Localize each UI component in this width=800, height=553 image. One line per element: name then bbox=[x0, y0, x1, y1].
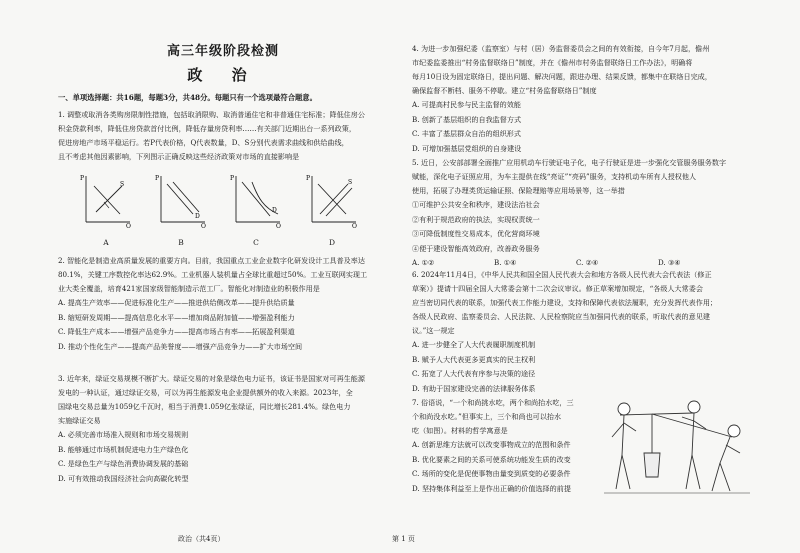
graph-b-plot bbox=[155, 172, 207, 228]
graph-a bbox=[80, 172, 142, 252]
three-monks-illustration bbox=[602, 397, 752, 499]
q5-item-4: ④便于建设智能高效政府，改善政务服务 bbox=[412, 243, 540, 253]
q6-line: 6. 2024年11月4日，《中华人民共和国全国人民代表大会和地方各级人民代表大会代表法（修正 bbox=[412, 270, 712, 279]
exam-subject: 政 治 bbox=[187, 66, 259, 84]
question-7 bbox=[412, 396, 612, 496]
q1-line: 积金贷款利率，降低住房贷款首付比例，降低存量房贷利率……有关部门近期出台一系列政策， bbox=[58, 124, 356, 133]
q3-option-a: A. 必须完善市场准入规则和市场交易规则 bbox=[58, 430, 189, 439]
graph-c-p-label: P bbox=[230, 175, 235, 182]
q3-option-b: B. 能够通过市场机制促进电力生产绿色化 bbox=[58, 444, 189, 454]
q6-line: 草案）》提请十四届全国人大常委会第十二次会议审议。修正草案增加规定，“各级人大常委会 bbox=[412, 284, 703, 293]
q5-line: 5. 近日，公安部部署全面推广应用机动车行驶证电子化，电子行驶证是进一步强化交管服务服务数字 bbox=[412, 158, 727, 167]
q7-option-c: C. 场所的变化是促使事物由量变到质变的必要条件 bbox=[412, 469, 571, 478]
graph-c-label: C bbox=[253, 238, 259, 247]
q1-line: 且不考虑其他因素影响，下列图示正确反映这些经济政策对市场的直接影响是 bbox=[58, 152, 300, 161]
q2-option-a: A. 提高生产效率——促进标准化生产——推进供给侧改革——提升供给质量 bbox=[58, 298, 295, 307]
q5-item-3: ③可降低制度性交易成本，优化营商环境 bbox=[412, 229, 540, 238]
graph-c-plot bbox=[230, 172, 282, 228]
graph-d-plot bbox=[306, 172, 358, 228]
graph-a-q-label: Q bbox=[126, 223, 131, 228]
q4-option-d: D. 可增加强基层党组织的自身建设 bbox=[412, 143, 522, 153]
q7-line: 个和尚没水吃。”但事实上，三个和尚也可以抬水 bbox=[412, 412, 562, 421]
graph-c bbox=[230, 172, 292, 252]
graph-d-label: D bbox=[328, 238, 335, 247]
q7-line: 吃（如图）。材料的哲学寓意是 bbox=[412, 426, 508, 435]
question-4 bbox=[412, 42, 756, 156]
q6-option-a: A. 进一步健全了人大代表履职制度机制 bbox=[412, 340, 536, 349]
q1-graphs bbox=[80, 172, 380, 252]
q4-line: 市纪委监委推出“村务监督联络日”制度，并在《儋州市村务监督联络日工作办法》，明确将 bbox=[412, 58, 693, 67]
q6-option-d: D. 有助于国家建设完善的法律服务体系 bbox=[412, 383, 536, 393]
graph-b-q-label: Q bbox=[201, 223, 206, 228]
footer-page-info: 政治（共4页） bbox=[178, 535, 225, 543]
q6-option-b: B. 赋予人大代表更多更真实的民主权利 bbox=[412, 354, 536, 364]
q3-option-c: C. 是绿色生产与绿色消费协调发展的基础 bbox=[58, 459, 189, 468]
q1-line: 促进房地产市场平稳运行。若P代表价格，Q代表数量，D、S分别代表需求曲线和供给曲线， bbox=[58, 138, 349, 147]
question-2 bbox=[58, 254, 392, 354]
q2-line: 80.1%，关键工序数控化率达62.9%。工业机器人装机量占全球比重超过50%。工业互联网实现工 bbox=[58, 270, 368, 279]
q5-item-2: ②有利于规范政府的执法，实现权责统一 bbox=[412, 214, 540, 224]
q7-line: 7. 俗语说，“一个和尚挑水吃，两个和尚抬水吃，三 bbox=[412, 398, 574, 407]
question-1 bbox=[58, 108, 392, 164]
monks-drawing bbox=[602, 397, 752, 499]
q2-option-c: C. 降低生产成本——增强产品竞争力——提高市场占有率——拓展盈利渠道 bbox=[58, 327, 295, 336]
graph-b-d-label: D bbox=[195, 213, 200, 220]
graph-b bbox=[155, 172, 217, 252]
q4-option-b: B. 创新了基层组织的自我监督方式 bbox=[412, 114, 522, 124]
q3-line: 3. 近年来，绿证交易规模不断扩大。绿证交易的对象是绿色电力证书，该证书是国家对可再生能源 bbox=[58, 374, 365, 383]
graph-b-p-label: P bbox=[155, 175, 160, 182]
q5-item-1: ①可维护公共安全和秩序，建设法治社会 bbox=[412, 200, 540, 209]
q5-choice-c: C. ②④ bbox=[576, 258, 599, 267]
q5-choice-b: B. ①④ bbox=[494, 258, 517, 267]
q2-option-d: D. 推动个性化生产——提高产品美誉度——增强产品竞争力——扩大市场空间 bbox=[58, 341, 303, 351]
q2-line: 业大类全覆盖，培育421家国家级智能制造示范工厂。智能化对制造业的积极作用是 bbox=[58, 284, 320, 293]
q5-choice-d: D. ③④ bbox=[658, 258, 681, 267]
graph-d-p-label: P bbox=[306, 175, 311, 182]
q3-line: 发电的一种认证，通过绿证交易，可以为再生能源发电企业提供额外的收入来源。2023年，全 bbox=[58, 388, 353, 397]
q6-line: 各级人民政府、监察委员会、人民法院、人民检察院应当加强同代表的联系，听取代表的意见建 bbox=[412, 312, 710, 321]
graph-d bbox=[306, 172, 368, 252]
q6-option-c: C. 拓宽了人大代表有序参与决策的途径 bbox=[412, 369, 536, 378]
q1-line: 1. 调整或取消各类购房限制性措施，包括取消限购、取消普通住宅和非普通住宅标准；降低住房公 bbox=[58, 110, 365, 119]
section-heading: 一、单项选择题：共16题，每题3分，共48分。每题只有一个选项最符合题意。 bbox=[58, 93, 317, 102]
graph-a-p-label: P bbox=[80, 175, 85, 182]
graph-a-plot bbox=[80, 172, 132, 228]
q2-option-b: B. 缩短研发周期——提高信息化水平——增加商品附加值——增强盈利能力 bbox=[58, 312, 295, 322]
question-6 bbox=[412, 268, 756, 396]
graph-d-q-label: Q bbox=[352, 223, 357, 228]
graph-a-s-label: S bbox=[120, 181, 125, 188]
q6-line: 议。”这一规定 bbox=[412, 326, 455, 335]
q6-line: 应当密切同代表的联系，加强代表工作能力建设，支持和保障代表依法履职，充分发挥代表作用； bbox=[412, 298, 718, 307]
graph-c-q-label: Q bbox=[276, 223, 281, 228]
q4-option-a: A. 可提高村民参与民主监督的效能 bbox=[412, 100, 521, 109]
q3-line: 国绿电交易总量为1059亿千瓦时，相当于消费1.059亿张绿证，同比增长281.4%。绿色电力 bbox=[58, 402, 351, 411]
question-5 bbox=[412, 156, 756, 270]
exam-title: 高三年级阶段检测 bbox=[166, 44, 279, 59]
question-3 bbox=[58, 372, 392, 486]
graph-a-label: A bbox=[103, 238, 109, 247]
q5-choice-a: A. ①② bbox=[412, 258, 435, 267]
q4-line: 每月10日设为固定联络日，提出问题、解决问题，跟进办理、结果反馈，都集中在联络日完成， bbox=[412, 72, 712, 81]
q7-option-a: A. 创新思维方法就可以改变事物成立的范围和条件 bbox=[412, 440, 571, 449]
graph-b-label: B bbox=[178, 238, 184, 247]
footer-page-number: 第 1 页 bbox=[392, 535, 415, 543]
graph-c-d-label: D bbox=[272, 207, 277, 214]
q4-line: 确保监督不断档、服务不停歇。建立“村务监督联络日”制度 bbox=[412, 86, 597, 95]
q7-option-d: D. 坚持集体利益至上是作出正确的价值选择的前提 bbox=[412, 483, 571, 493]
q4-option-c: C. 丰富了基层群众自治的组织形式 bbox=[412, 129, 521, 138]
q2-line: 2. 智能化是制造业高质量发展的重要方向。目前，我国重点工业企业数字化研发设计工具普及率达 bbox=[58, 256, 365, 265]
graph-d-s-label: S bbox=[348, 179, 353, 186]
q5-line: 使用，拓展了办理类货运输证照、保险理赔等应用场景等，这一举措 bbox=[412, 186, 625, 195]
q3-line: 实施绿证交易 bbox=[58, 416, 101, 425]
q5-line: 赋能，深化电子证照应用，为车主提供在线“亮证”“亮码”服务，支持机动车所有人授权他人 bbox=[412, 172, 697, 181]
q4-line: 4. 为进一步加强纪委（监察室）与村（居）务监督委员会之间的有效衔接，自今年7月起，儋州 bbox=[412, 44, 710, 53]
q7-option-b: B. 优化要素之间的关系可使系统功能发生质的改变 bbox=[412, 454, 571, 464]
q3-option-d: D. 可有效推动我国经济社会向高碳化转型 bbox=[58, 473, 189, 483]
